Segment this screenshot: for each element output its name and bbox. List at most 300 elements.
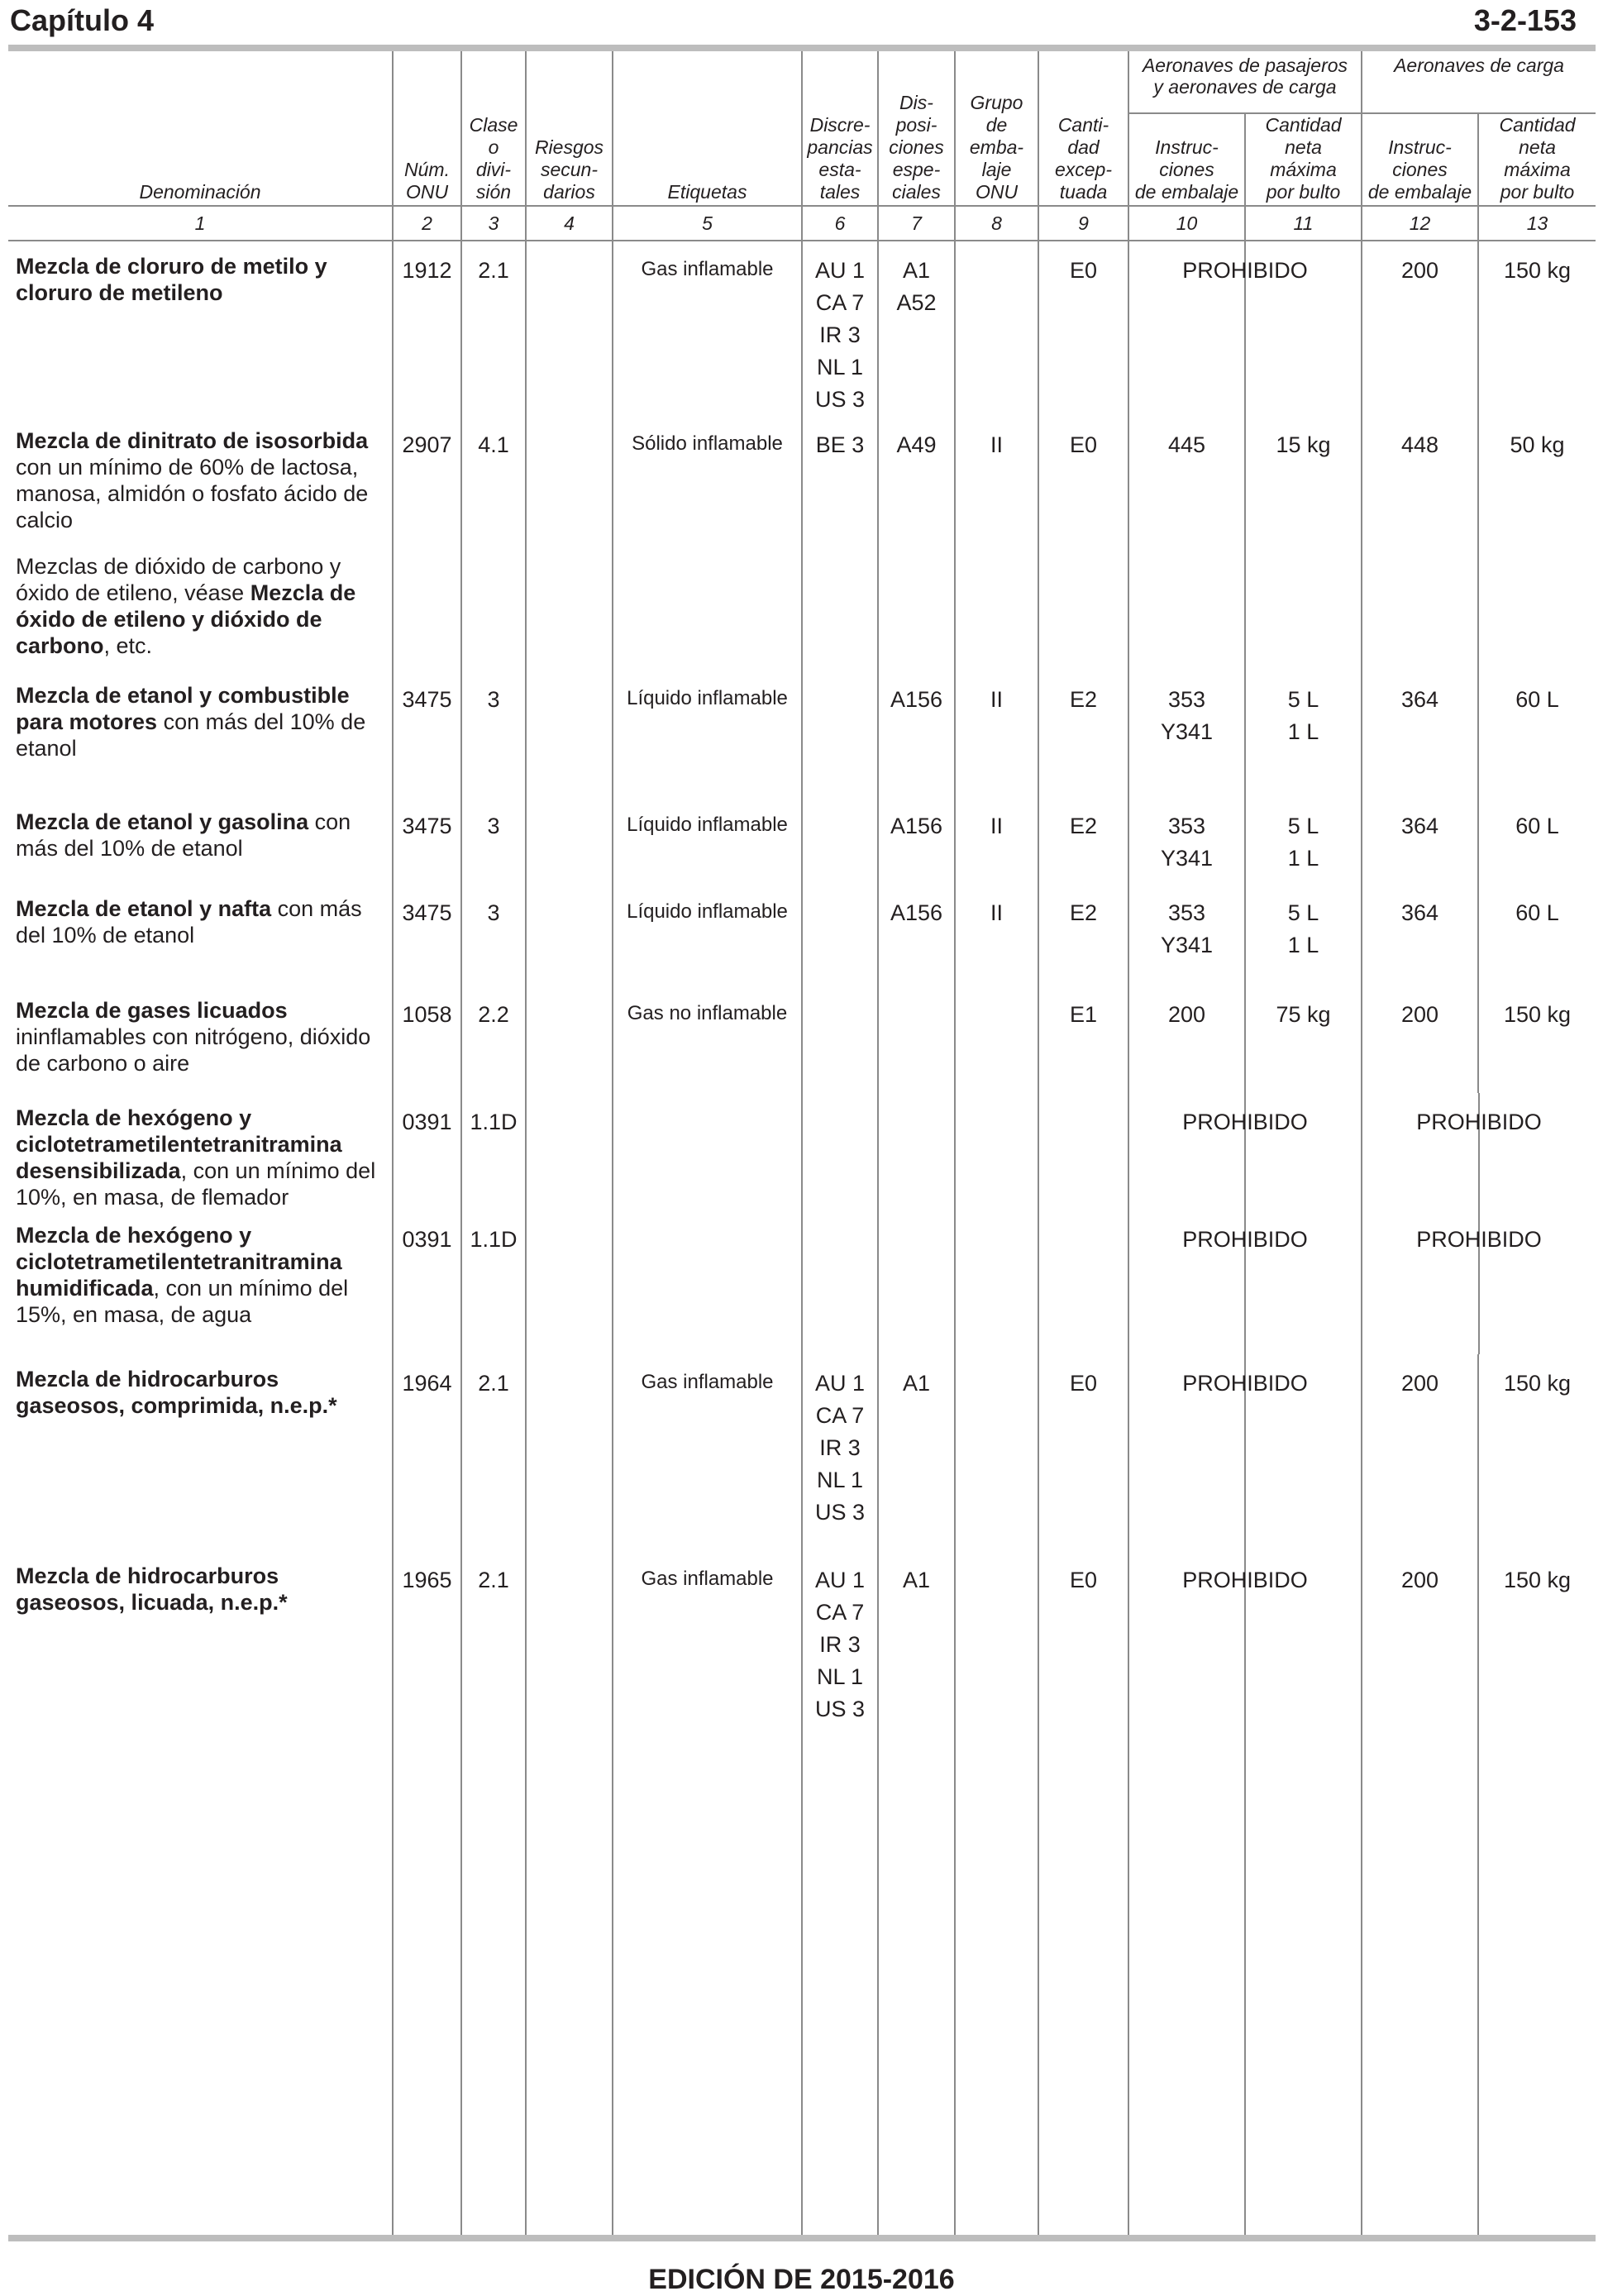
col-etiquetas: Etiquetas — [613, 51, 802, 206]
header-line: posi- — [895, 114, 937, 136]
header-line: o — [488, 136, 499, 158]
packing-group — [955, 1210, 1038, 1354]
un-number: 0391 — [393, 1210, 461, 1354]
header-line: esta- — [818, 159, 861, 180]
entry-name-bold: Mezcla de óxido de etileno y dióxido de carbono — [16, 580, 356, 658]
entry-name-bold: Mezcla de etanol y gasolina — [16, 809, 309, 834]
header-line: Cantidad — [1265, 114, 1342, 136]
excepted-quantity: E2 — [1038, 884, 1128, 986]
excepted-quantity: E0 — [1038, 1354, 1128, 1551]
cell-line: 364 — [1400, 687, 1439, 712]
table-row — [8, 241, 1596, 416]
class-division: 3 — [461, 797, 526, 884]
class-division: 3 — [461, 671, 526, 797]
column-number: 7 — [878, 206, 955, 241]
cell-line: 1 L — [1287, 719, 1319, 744]
subsidiary-risk — [526, 241, 613, 416]
empty-cell — [461, 1747, 526, 2235]
col-cantidad-exceptuada — [1038, 51, 1128, 206]
special-provisions — [878, 1210, 955, 1354]
pax-packing-instruction — [1128, 986, 1245, 1093]
header-line: ciones — [889, 136, 944, 158]
state-variations — [802, 241, 878, 416]
pax-max-net-quantity — [1245, 671, 1362, 797]
empty-cell — [1362, 542, 1478, 671]
header-line: por bulto — [1266, 181, 1341, 203]
entry-name-text: Mezclas de dióxido de carbono y óxido de etileno, véase — [16, 554, 341, 605]
cell-line: Y341 — [1160, 846, 1214, 871]
special-provisions — [878, 671, 955, 797]
entry-name-bold: Mezcla de dinitrato de isosorbida — [16, 428, 369, 453]
entry-name-text: con un mínimo de 60% de lactosa, manosa, almidón o fosfato ácido de calcio — [16, 455, 369, 532]
cell-line: 15 kg — [1276, 432, 1331, 457]
empty-cell — [461, 542, 526, 671]
cell-line: 200 — [1400, 1002, 1439, 1027]
cell-line: 150 kg — [1503, 258, 1572, 283]
excepted-quantity — [1038, 1210, 1128, 1354]
header-line: Clase — [469, 114, 518, 136]
header-line: ciales — [892, 181, 941, 203]
column-number: 5 — [613, 206, 802, 241]
subsidiary-risk — [526, 416, 613, 542]
entry-name-bold: Mezcla de hexógeno y ciclotetrametilentetranitramina humidificada — [16, 1223, 342, 1301]
cell-line: A1 — [902, 1568, 931, 1592]
entry-name — [8, 1210, 393, 1354]
special-provisions — [878, 1354, 955, 1551]
empty-cell — [8, 1747, 393, 2235]
col-group-pasajeros — [1128, 51, 1362, 113]
cell-line: A49 — [896, 432, 937, 457]
pax-packing-instruction — [1128, 416, 1245, 542]
cargo-max-net-quantity — [1478, 1354, 1596, 1551]
cell-line: 150 kg — [1503, 1568, 1572, 1592]
excepted-quantity: E0 — [1038, 241, 1128, 416]
un-number: 1912 — [393, 241, 461, 416]
col-discrepancias — [802, 51, 878, 206]
special-provisions — [878, 986, 955, 1093]
empty-cell — [802, 1747, 878, 2235]
pax-max-net-quantity — [1245, 986, 1362, 1093]
column-number-row — [8, 206, 1596, 241]
header-line: neta — [1519, 136, 1556, 158]
empty-cell — [1128, 1747, 1245, 2235]
empty-cell — [1245, 1747, 1362, 2235]
edition-footer: EDICIÓN DE 2015-2016 — [648, 2264, 955, 2295]
pax-prohibited: PROHIBIDO — [1128, 1093, 1362, 1210]
bottom-rule — [8, 2235, 1596, 2241]
class-division: 1.1D — [461, 1093, 526, 1210]
entry-name-bold: Mezcla de etanol y nafta — [16, 896, 272, 921]
header-line: Riesgos — [534, 136, 604, 158]
column-number: 6 — [802, 206, 878, 241]
cell-line: 364 — [1400, 900, 1439, 925]
entry-name-bold: Mezcla de hidrocarburos gaseosos, comprimida, n.e.p.* — [16, 1367, 337, 1418]
cell-line: NL 1 — [816, 1468, 864, 1492]
header-line: ONU — [405, 181, 449, 203]
excepted-quantity: E2 — [1038, 671, 1128, 797]
dangerous-goods-table — [8, 51, 1596, 2235]
column-number: 3 — [461, 206, 526, 241]
cell-line: IR 3 — [819, 1435, 861, 1460]
header-line: Canti- — [1057, 114, 1109, 136]
col-instrucciones-pax — [1128, 113, 1245, 206]
class-division: 2.1 — [461, 241, 526, 416]
cell-line: 5 L — [1287, 687, 1319, 712]
col-riesgos — [526, 51, 613, 206]
entry-name — [8, 1093, 393, 1210]
table-filler — [8, 1747, 1596, 2235]
cell-line: 60 L — [1515, 814, 1559, 838]
hazard-label — [613, 1093, 802, 1210]
col-instrucciones-carga — [1362, 113, 1478, 206]
cell-line: 60 L — [1515, 687, 1559, 712]
col-num-onu — [393, 51, 461, 206]
class-division: 2.1 — [461, 1551, 526, 1747]
cargo-packing-instruction — [1362, 1551, 1478, 1747]
class-division: 2.1 — [461, 1354, 526, 1551]
empty-cell — [955, 542, 1038, 671]
header-line: de — [985, 114, 1008, 136]
cell-line: A1 — [902, 1371, 931, 1396]
header-line: máxima — [1504, 159, 1571, 180]
header-line: Discre- — [809, 114, 871, 136]
header-line: ciones — [1159, 159, 1214, 180]
cell-line: 200 — [1400, 1568, 1439, 1592]
entry-name-text: , con un mínimo del 10%, en masa, de flemador — [16, 1158, 376, 1210]
packing-group: II — [955, 884, 1038, 986]
packing-group — [955, 1354, 1038, 1551]
column-number: 12 — [1362, 206, 1478, 241]
cell-line: 75 kg — [1276, 1002, 1331, 1027]
column-number: 11 — [1245, 206, 1362, 241]
cell-line: Y341 — [1160, 719, 1214, 744]
table-row — [8, 542, 1596, 671]
top-rule — [8, 45, 1596, 51]
col-disposiciones — [878, 51, 955, 206]
cell-line: BE 3 — [815, 432, 865, 457]
cell-line: A1 — [902, 258, 931, 283]
header-line: de embalaje — [1134, 181, 1239, 203]
empty-cell — [613, 1747, 802, 2235]
packing-group — [955, 1551, 1038, 1747]
entry-name-text: con más del 10% de etanol — [16, 896, 362, 948]
header-line: dad — [1067, 136, 1100, 158]
table-row — [8, 1093, 1596, 1210]
cargo-prohibited: PROHIBIDO — [1362, 1093, 1596, 1210]
pax-prohibited: PROHIBIDO — [1128, 1354, 1362, 1551]
state-variations — [802, 1093, 878, 1210]
cargo-max-net-quantity — [1478, 797, 1596, 884]
empty-cell — [1038, 1747, 1128, 2235]
cell-line: 448 — [1400, 432, 1439, 457]
cell-line: AU 1 — [814, 258, 866, 283]
empty-cell — [393, 1747, 461, 2235]
entry-name — [8, 671, 393, 797]
cell-line: US 3 — [814, 1697, 866, 1721]
un-number: 1965 — [393, 1551, 461, 1747]
empty-cell — [1245, 542, 1362, 671]
hazard-label: Sólido inflamable — [613, 416, 802, 542]
header-line: Instruc- — [1388, 136, 1452, 158]
cell-line: IR 3 — [819, 1632, 861, 1657]
pax-max-net-quantity — [1245, 416, 1362, 542]
special-provisions — [878, 241, 955, 416]
class-division: 2.2 — [461, 986, 526, 1093]
empty-cell — [613, 542, 802, 671]
cell-line: 445 — [1167, 432, 1206, 457]
hazard-label: Gas no inflamable — [613, 986, 802, 1093]
entry-name-bold: Mezcla de cloruro de metilo y cloruro de metileno — [16, 254, 327, 305]
entry-name-bold: Mezcla de gases licuados — [16, 998, 288, 1023]
pax-packing-instruction — [1128, 884, 1245, 986]
entry-name-text: con más del 10% de etanol — [16, 709, 366, 761]
header-line: por bulto — [1500, 181, 1575, 203]
excepted-quantity: E0 — [1038, 416, 1128, 542]
cell-line: 353 — [1167, 687, 1206, 712]
hazard-label: Líquido inflamable — [613, 671, 802, 797]
pax-prohibited: PROHIBIDO — [1128, 1551, 1362, 1747]
entry-name-bold: Mezcla de etanol y combustible para motores — [16, 683, 350, 734]
col-cantidad-pax — [1245, 113, 1362, 206]
entry-name — [8, 986, 393, 1093]
hazard-label: Líquido inflamable — [613, 797, 802, 884]
empty-cell — [1038, 542, 1128, 671]
header-line: darios — [543, 181, 595, 203]
chapter-title: Capítulo 4 — [10, 3, 155, 37]
cell-line: AU 1 — [814, 1371, 866, 1396]
header-line: y aeronaves de carga — [1153, 76, 1337, 98]
header-line: laje — [981, 159, 1012, 180]
cargo-packing-instruction — [1362, 1354, 1478, 1551]
class-division: 4.1 — [461, 416, 526, 542]
cell-line: IR 3 — [819, 322, 861, 347]
cargo-packing-instruction — [1362, 416, 1478, 542]
un-number: 2907 — [393, 416, 461, 542]
pax-packing-instruction — [1128, 671, 1245, 797]
empty-cell — [878, 1747, 955, 2235]
un-number: 1058 — [393, 986, 461, 1093]
hazard-label — [613, 1210, 802, 1354]
empty-cell — [1478, 1747, 1596, 2235]
table-row — [8, 797, 1596, 884]
col-group-carga: Aeronaves de carga — [1362, 51, 1596, 113]
header-line: divi- — [475, 159, 512, 180]
class-division: 3 — [461, 884, 526, 986]
state-variations — [802, 671, 878, 797]
empty-cell — [526, 1747, 613, 2235]
cell-line: NL 1 — [816, 1664, 864, 1689]
cargo-packing-instruction — [1362, 241, 1478, 416]
cell-line: CA 7 — [815, 1403, 865, 1428]
cell-line: 1 L — [1287, 933, 1319, 957]
entry-name-text: ininflamables con nitrógeno, dióxido de carbono o aire — [16, 1024, 371, 1076]
header-line: ciones — [1392, 159, 1448, 180]
table-row — [8, 1354, 1596, 1551]
entry-name — [8, 884, 393, 986]
header-line: tales — [819, 181, 861, 203]
header-line: espe- — [892, 159, 941, 180]
entry-name-bold: Mezcla de hidrocarburos gaseosos, licuada, n.e.p.* — [16, 1563, 288, 1615]
pax-prohibited: PROHIBIDO — [1128, 1210, 1362, 1354]
column-number: 2 — [393, 206, 461, 241]
header-line: pancias — [807, 136, 873, 158]
un-number: 1964 — [393, 1354, 461, 1551]
packing-group: II — [955, 797, 1038, 884]
subsidiary-risk — [526, 1210, 613, 1354]
table-row — [8, 416, 1596, 542]
column-number: 13 — [1478, 206, 1596, 241]
cell-line: Y341 — [1160, 933, 1214, 957]
cargo-max-net-quantity — [1478, 671, 1596, 797]
header-line: Núm. — [404, 159, 450, 180]
special-provisions — [878, 1551, 955, 1747]
subsidiary-risk — [526, 986, 613, 1093]
cell-line: US 3 — [814, 1500, 866, 1525]
column-number: 10 — [1128, 206, 1245, 241]
empty-cell — [878, 542, 955, 671]
cell-line: 353 — [1167, 900, 1206, 925]
cargo-max-net-quantity — [1478, 241, 1596, 416]
state-variations — [802, 1551, 878, 1747]
page-number: 3-2-153 — [1473, 3, 1577, 37]
cargo-max-net-quantity — [1478, 416, 1596, 542]
cargo-prohibited: PROHIBIDO — [1362, 1210, 1596, 1354]
cell-line: 60 L — [1515, 900, 1559, 925]
empty-cell — [955, 1747, 1038, 2235]
column-number: 1 — [8, 206, 393, 241]
cell-line: A156 — [890, 687, 943, 712]
empty-cell — [802, 542, 878, 671]
empty-cell — [1362, 1747, 1478, 2235]
subsidiary-risk — [526, 671, 613, 797]
entry-name — [8, 797, 393, 884]
empty-cell — [1478, 542, 1596, 671]
column-number: 9 — [1038, 206, 1128, 241]
pax-packing-instruction — [1128, 797, 1245, 884]
special-provisions — [878, 884, 955, 986]
entry-name-bold: Mezcla de hexógeno y ciclotetrametilentetranitramina desensibilizada — [16, 1105, 342, 1183]
header-line: máxima — [1270, 159, 1337, 180]
state-variations — [802, 1354, 878, 1551]
cell-line: 1 L — [1287, 846, 1319, 871]
col-grupo — [955, 51, 1038, 206]
header-line: de embalaje — [1367, 181, 1472, 203]
cell-line: A156 — [890, 814, 943, 838]
excepted-quantity — [1038, 1093, 1128, 1210]
special-provisions — [878, 416, 955, 542]
header-line: sión — [475, 181, 512, 203]
col-clase — [461, 51, 526, 206]
state-variations — [802, 884, 878, 986]
table-row — [8, 986, 1596, 1093]
header-line: secun- — [540, 159, 599, 180]
cell-line: 5 L — [1287, 900, 1319, 925]
header-line: emba- — [969, 136, 1024, 158]
entry-name — [8, 416, 393, 542]
column-number: 8 — [955, 206, 1038, 241]
header-line: tuada — [1059, 181, 1108, 203]
pax-prohibited: PROHIBIDO — [1128, 241, 1362, 416]
cell-line: CA 7 — [815, 1600, 865, 1625]
cell-line: 200 — [1400, 258, 1439, 283]
cell-line: CA 7 — [815, 290, 865, 315]
table-row — [8, 884, 1596, 986]
cargo-max-net-quantity — [1478, 884, 1596, 986]
pax-max-net-quantity — [1245, 884, 1362, 986]
un-number: 3475 — [393, 884, 461, 986]
cell-line: 353 — [1167, 814, 1206, 838]
packing-group — [955, 986, 1038, 1093]
header-line: excep- — [1054, 159, 1113, 180]
entry-name-text: , con un mínimo del 15%, en masa, de agua — [16, 1276, 349, 1327]
packing-group — [955, 241, 1038, 416]
un-number: 3475 — [393, 797, 461, 884]
state-variations — [802, 797, 878, 884]
cell-line: 364 — [1400, 814, 1439, 838]
empty-cell — [1128, 542, 1245, 671]
hazard-label: Gas inflamable — [613, 1551, 802, 1747]
state-variations — [802, 1210, 878, 1354]
cell-line: 200 — [1167, 1002, 1206, 1027]
packing-group: II — [955, 671, 1038, 797]
cell-line: 5 L — [1287, 814, 1319, 838]
excepted-quantity: E2 — [1038, 797, 1128, 884]
hazard-label: Gas inflamable — [613, 241, 802, 416]
header-line: neta — [1285, 136, 1322, 158]
header-line: Instruc- — [1155, 136, 1219, 158]
un-number: 0391 — [393, 1093, 461, 1210]
cell-line: 200 — [1400, 1371, 1439, 1396]
table-row — [8, 1210, 1596, 1354]
cell-line: A52 — [896, 290, 937, 315]
packing-group: II — [955, 416, 1038, 542]
excepted-quantity: E1 — [1038, 986, 1128, 1093]
empty-cell — [526, 542, 613, 671]
entry-name — [8, 241, 393, 416]
cell-line: 50 kg — [1510, 432, 1565, 457]
subsidiary-risk — [526, 884, 613, 986]
un-number: 3475 — [393, 671, 461, 797]
cell-line: NL 1 — [816, 355, 864, 379]
cargo-packing-instruction — [1362, 671, 1478, 797]
entry-name-text: , etc. — [103, 633, 153, 658]
subsidiary-risk — [526, 1354, 613, 1551]
header-line: Grupo — [970, 92, 1023, 113]
pax-max-net-quantity — [1245, 797, 1362, 884]
cargo-max-net-quantity — [1478, 1551, 1596, 1747]
header-line: Dis- — [899, 92, 933, 113]
header-line: Cantidad — [1499, 114, 1576, 136]
special-provisions — [878, 797, 955, 884]
cargo-packing-instruction — [1362, 986, 1478, 1093]
cell-line: AU 1 — [814, 1568, 866, 1592]
entry-name — [8, 1551, 393, 1747]
table-row — [8, 1551, 1596, 1747]
hazard-label: Gas inflamable — [613, 1354, 802, 1551]
cargo-packing-instruction — [1362, 797, 1478, 884]
cell-line: A156 — [890, 900, 943, 925]
subsidiary-risk — [526, 1093, 613, 1210]
cell-line: 150 kg — [1503, 1371, 1572, 1396]
cargo-max-net-quantity — [1478, 986, 1596, 1093]
col-cantidad-carga — [1478, 113, 1596, 206]
entry-name-text: con más del 10% de etanol — [16, 809, 351, 861]
column-number: 4 — [526, 206, 613, 241]
header-line: Aeronaves de pasajeros — [1142, 55, 1348, 76]
empty-cell — [393, 542, 461, 671]
header-line: ONU — [975, 181, 1019, 203]
hazard-label: Líquido inflamable — [613, 884, 802, 986]
